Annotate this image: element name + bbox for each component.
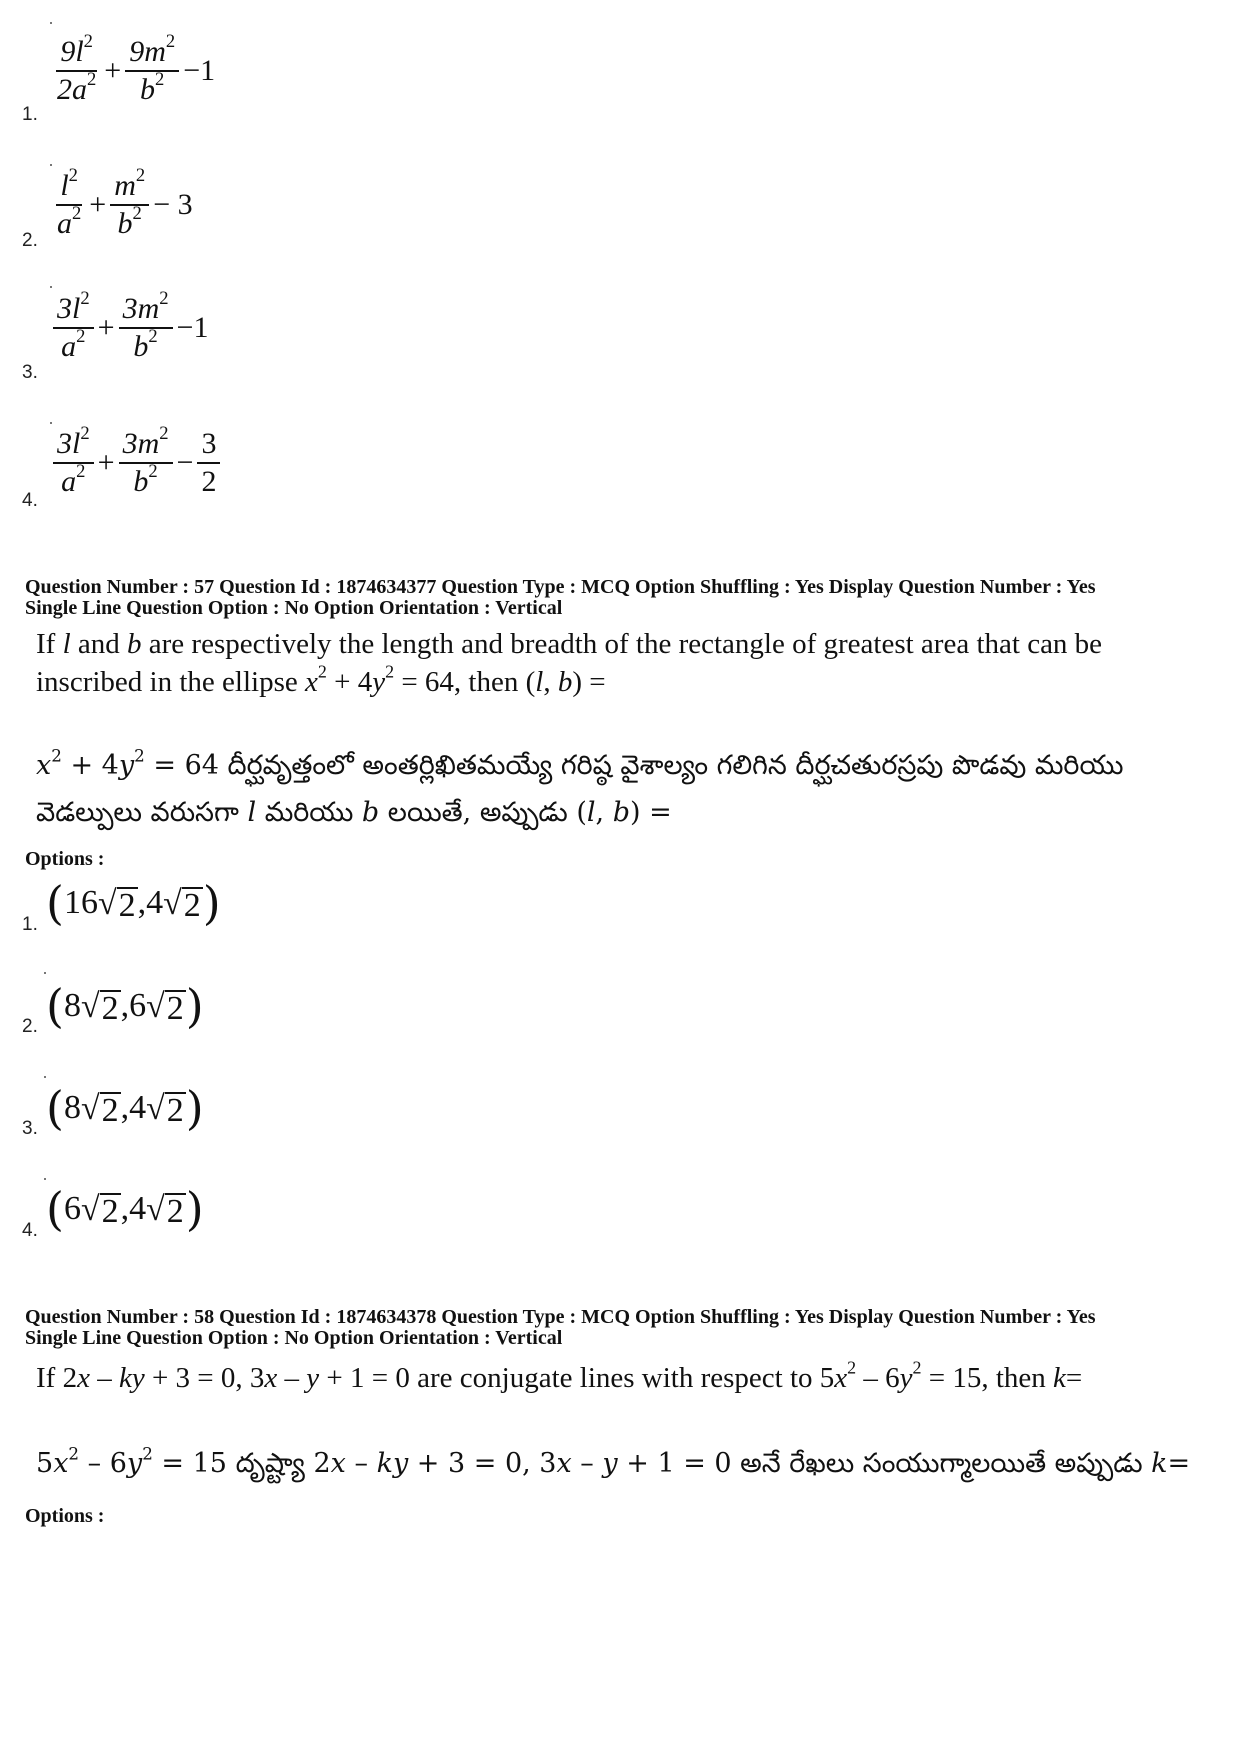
sqrt-symbol: √ 2 — [97, 885, 136, 924]
option-expression: $\frac{3l^2}{a^2}$ + $\frac{3m^2}{b^2}$ −1 — [52, 293, 211, 362]
option-2[interactable]: ( 8 √ 2 , 6 √ 2 ) — [46, 979, 204, 1033]
option-marker — [50, 422, 52, 424]
coefficient: 8 — [63, 1089, 81, 1126]
option-expression: $\frac{l^2}{a^2}$ + $\frac{m^2}{b^2}$ − 3 — [52, 170, 196, 239]
coefficient: 8 — [63, 987, 81, 1024]
option-number: 2. — [22, 1016, 38, 1037]
question-text-english: If l and b are respectively the length and breadth of the rectangle of greatest area that can be inscribed in the ellipse $x^2 + 4y^2 = 64$, then (l, b) = — [36, 628, 1103, 698]
numerator: m — [114, 169, 136, 202]
fraction: $\frac{9l^2}{2a^2}$ — [57, 31, 97, 106]
constant-term: −1 — [183, 53, 216, 87]
sqrt-symbol: √ 2 — [146, 988, 184, 1027]
coefficient: 6 — [63, 1190, 81, 1227]
numerator: 3 — [197, 428, 220, 464]
denominator: a — [61, 464, 77, 498]
fraction: $\frac{l^2}{a^2}$ — [57, 165, 82, 240]
numerator: 3l — [57, 427, 81, 460]
option-marker — [44, 1178, 46, 1180]
option-number: 3. — [22, 1118, 38, 1139]
numerator: 9m — [129, 35, 166, 68]
option-number: 1. — [22, 914, 38, 935]
question-meta: Question Number : 57 Question Id : 1874634377 Question Type : MCQ Option Shuffling : Yes Display Question Number : Yes — [25, 576, 1096, 598]
option-marker — [50, 22, 52, 24]
coefficient: 4 — [129, 1089, 147, 1126]
coefficient: 6 — [129, 987, 147, 1024]
sqrt-symbol: √ 2 — [80, 988, 119, 1027]
fraction: $\frac{9m^2}{b^2}$ — [125, 36, 179, 105]
sqrt-symbol: √ 2 — [146, 1191, 184, 1230]
denominator: 2 — [201, 464, 217, 498]
option-1[interactable]: ( 16 √ 2 , 4 √ 2 ) — [46, 876, 221, 930]
option-3[interactable]: ( 8 √ 2 , 4 √ 2 ) — [46, 1081, 204, 1135]
option-number: 1. — [22, 104, 38, 125]
denominator: a — [61, 329, 77, 363]
option-marker — [50, 164, 52, 166]
option-expression: $\frac{9l^2}{2a^2}$ + $\frac{9m^2}{b^2}$ −1 — [52, 36, 218, 105]
question-meta-2: Single Line Question Option : No Option Orientation : Vertical — [25, 1327, 563, 1349]
sqrt-symbol: √ 2 — [163, 885, 201, 924]
numerator: 9l — [60, 35, 84, 68]
option-number: 4. — [22, 490, 38, 511]
option-marker — [44, 1076, 46, 1078]
options-label: Options : — [25, 1505, 105, 1527]
option-number: 4. — [22, 1220, 38, 1241]
question-text-telugu: $5x^2 - 6y^2 = 15$ దృష్ట్యా 2x – ky + 3 = 0, 3x – y + 1 = 0 అనే రేఖలు సంయుగ్మాలయితే అప్పుడు k= — [36, 1443, 1191, 1479]
constant-term: −1 — [176, 310, 209, 344]
coefficient: 4 — [146, 884, 164, 921]
denominator: a — [57, 206, 72, 240]
fraction: $\frac{3m^2}{b^2}$ — [119, 293, 173, 362]
denominator: b — [117, 206, 133, 240]
options-label: Options : — [25, 848, 105, 870]
coefficient: 16 — [63, 884, 98, 921]
numerator: 3l — [57, 292, 81, 325]
sqrt-symbol: √ 2 — [146, 1090, 184, 1129]
option-4[interactable]: ( 6 √ 2 , 4 √ 2 ) — [46, 1182, 204, 1236]
fraction: $\frac{m^2}{b^2}$ — [110, 170, 149, 239]
option-marker — [44, 972, 46, 974]
option-number: 2. — [22, 230, 38, 251]
constant-term: − 3 — [153, 187, 193, 221]
denominator: b — [140, 72, 156, 106]
question-meta: Question Number : 58 Question Id : 1874634378 Question Type : MCQ Option Shuffling : Yes Display Question Number : Yes — [25, 1306, 1096, 1328]
option-expression: $\frac{3l^2}{a^2}$ + $\frac{3m^2}{b^2}$ − $\frac{3}{2}$ — [52, 428, 221, 497]
question-meta-2: Single Line Question Option : No Option Orientation : Vertical — [25, 597, 563, 619]
question-text-english: If 2x – ky + 3 = 0, 3x – y + 1 = 0 are conjugate lines with respect to $5x^2 - 6y^2 = 15$, then k= — [36, 1357, 1083, 1394]
question-text-telugu: $x^2 + 4y^2 = 64$ దీర్ఘవృత్తంలో అంతర్లిఖితమయ్యే గరిష్ఠ వైశాల్యం గలిగిన దీర్ఘచతురస్రపు పొడవు మరియు వెడల్పులు వరుసగా l మరియు b లయితే, అప్పుడు (l, b) = — [36, 745, 1124, 828]
numerator: l — [60, 169, 69, 202]
fraction: $\frac{3m^2}{b^2}$ — [119, 428, 173, 497]
option-marker — [50, 286, 52, 288]
denominator: 2a — [57, 72, 87, 106]
denominator: b — [133, 329, 149, 363]
sqrt-symbol: √ 2 — [80, 1090, 119, 1129]
fraction: $\frac{3l^2}{a^2}$ — [53, 428, 94, 497]
fraction: $\frac{3l^2}{a^2}$ — [53, 293, 94, 362]
denominator: b — [133, 464, 149, 498]
sqrt-symbol: √ 2 — [80, 1191, 119, 1230]
coefficient: 4 — [129, 1190, 147, 1227]
option-number: 3. — [22, 362, 38, 383]
fraction — [197, 428, 220, 497]
numerator: 3m — [122, 427, 160, 460]
numerator: 3m — [122, 292, 160, 325]
